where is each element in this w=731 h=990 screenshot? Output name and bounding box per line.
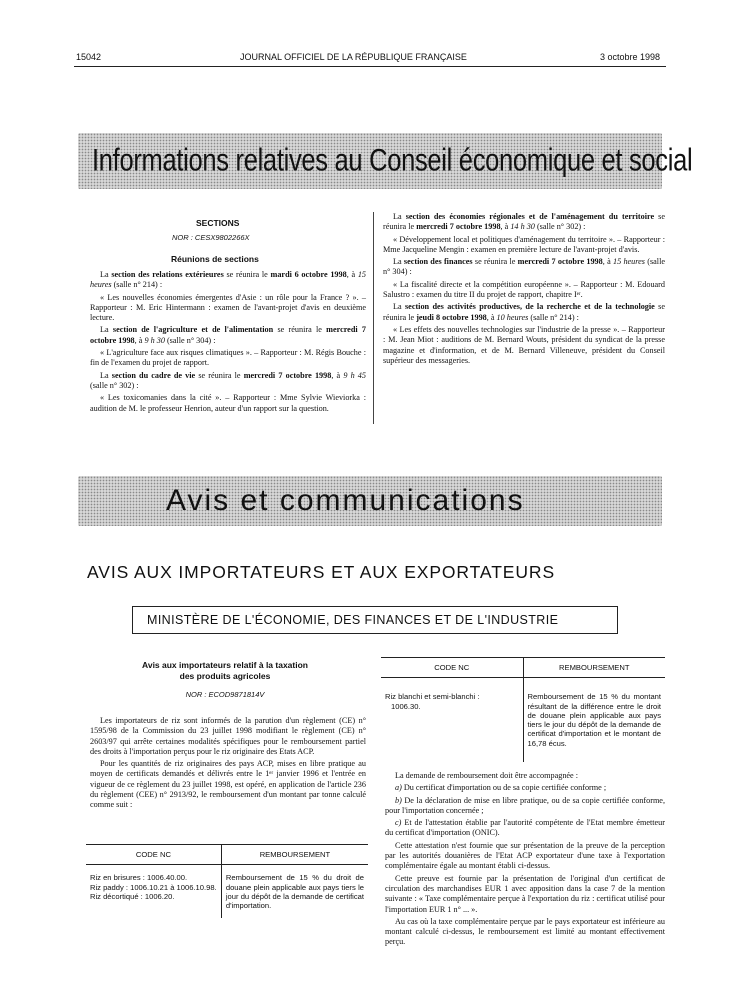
table-header-row: [381, 658, 665, 678]
paragraph: La section du cadre de vie se réunira le mercredi 7 octobre 1998, à 9 h 45 (salle n° 302) :: [90, 370, 366, 390]
article-title: [90, 660, 360, 682]
code-cell: [381, 678, 523, 762]
rebate-table-1: [86, 844, 368, 918]
paragraph: Pour les quantités de riz originaires des pays ACP, mises en libre pratique au moyen de certificats demandés et délivrés entre le 1ᵉʳ janvier 1996 et l'entrée en vigueur de ce règlement du 23 juillet 1998, est opéré, en application de l'article 236 du règlement (CEE) n° 2913/92, le remboursement d'un montant par tonne calculé comme suit :: [90, 759, 366, 810]
sections-heading: SECTIONS: [196, 218, 240, 228]
paragraph: « La fiscalité directe et la compétition européenne ». – Rapporteur : M. Edouard Salustro : examen du titre II du projet de rapport, chapitre Iᵉʳ.: [383, 279, 665, 300]
article-right-column: [385, 771, 665, 950]
paragraph: a) Du certificat d'importation ou de sa copie certifiée conforme ;: [395, 783, 607, 793]
paragraph: « Les effets des nouvelles technologies sur l'industrie de la presse ». – Rapporteur : M. Jean Miot : auditions de M. Bernard Wouts, président du syndicat de la presse magazine et d'information, et de M. Bernard Villeneuve, président du Conseil supérieur des messageries.: [383, 324, 665, 365]
remb-cell: Remboursement de 15 % du droit de douane plein applicable aux pays tiers le jour du dépôt de la demande de certificat d'importation.: [221, 865, 368, 919]
ministry-name: MINISTÈRE DE L'ÉCONOMIE, DES FINANCES ET DE L'INDUSTRIE: [147, 613, 559, 627]
paragraph: Au cas où la taxe complémentaire perçue par le pays exportateur est inférieure au montant calculé ci-dessus, le remboursement est limité au montant effectivement perçu.: [385, 916, 665, 947]
code-line: 1006.30.: [391, 701, 421, 711]
paragraph: Cette preuve est fournie par la présentation de l'original d'un certificat de circulation des marchandises EUR 1 avec apposition dans la case 7 de la mention suivante : « Taxe complémentaire perçue à l'exportation du riz : certificat utilisé pour l'importation EUR 1 n° ... ».: [385, 873, 665, 914]
code-line: Riz paddy : 1006.10.21 à 1006.10.98.: [90, 882, 217, 892]
rebate-table-2: [381, 657, 665, 762]
avis-banner-title: Avis et communications: [166, 484, 525, 517]
paragraph: b) De la déclaration de mise en libre pratique, ou de sa copie certifiée conforme, pour l'importation concernée ;: [385, 795, 665, 815]
paragraph: Cette attestation n'est fournie que sur présentation de la preuve de la perception par les autorités douanières de l'Etat ACP exportateur d'une taxe à l'exportation complémentaire égale au montant établi ci-dessus.: [385, 840, 665, 871]
avis-banner: [78, 476, 662, 526]
ministry-box: [132, 606, 618, 634]
col-header-remb: REMBOURSEMENT: [221, 845, 368, 865]
paragraph: La section de l'agriculture et de l'alimentation se réunira le mercredi 7 octobre 1998, à 9 h 30 (salle n° 304) :: [90, 325, 366, 345]
table-header-row: [86, 845, 368, 865]
paragraph: La section des relations extérieures se réunira le mardi 6 octobre 1998, à 15 heures (salle n° 214) :: [90, 270, 366, 290]
article-title-line1: Avis aux importateurs relatif à la taxation: [142, 660, 308, 670]
conseil-banner-title: Informations relatives au Conseil économique et social: [92, 143, 693, 178]
code-line: Riz blanchi et semi-blanchi :: [385, 692, 480, 702]
article-nor: NOR : ECOD9871814V: [185, 690, 265, 699]
sections-left-column: [90, 270, 366, 416]
column-separator: [373, 212, 374, 424]
paragraph: « Développement local et politiques d'aménagement du territoire ». – Rapporteur : Mme Jacqueline Mengin : examen en première lecture de l'avant-projet d'avis.: [383, 234, 665, 254]
table-row: [381, 678, 665, 762]
col-header-remb: REMBOURSEMENT: [523, 658, 665, 678]
journal-title: JOURNAL OFFICIEL DE LA RÉPUBLIQUE FRANÇAISE: [240, 52, 467, 62]
paragraph: « Les toxicomanies dans la cité ». – Rapporteur : Mme Sylvie Wieviorka : audition de M. le professeur Henrion, auteur d'un rapport sur la question.: [90, 393, 366, 413]
paragraph: La section des économies régionales et de l'aménagement du territoire se réunira le mercredi 7 octobre 1998, à 14 h 30 (salle n° 302) :: [383, 212, 665, 232]
paragraph: « Les nouvelles économies émergentes d'Asie : un rôle pour la France ? ». – Rapporteur : M. Eric Hintermann : examen de l'avant-projet d'avis en deuxième lecture.: [90, 292, 366, 323]
conseil-banner: [78, 133, 693, 189]
article-left-column: [90, 716, 366, 813]
paragraph: Les importateurs de riz sont informés de la parution d'un règlement (CE) n° 1595/98 de la Commission du 23 juillet 1998 modifiant le règlement (CE) n° 2603/97 qui arrête certaines modalités spécifiques pour le remboursement partiel des droits à l'importation perçus pour le riz originaire des Etats ACP.: [90, 716, 366, 756]
sections-nor: NOR : CESX9802266X: [172, 233, 250, 242]
avis-heading: AVIS AUX IMPORTATEURS ET AUX EXPORTATEURS: [87, 562, 556, 582]
paragraph: « L'agriculture face aux risques climatiques ». – Rapporteur : M. Régis Bouche : fin de l'examen du projet de rapport.: [90, 348, 366, 368]
col-header-code: CODE NC: [381, 658, 523, 678]
article-title-line2: des produits agricoles: [179, 671, 271, 681]
code-line: Riz en brisures : 1006.40.00.: [90, 873, 188, 883]
paragraph: c) Et de l'attestation établie par l'autorité compétente de l'Etat membre émetteur du certificat d'importation (ONIC).: [385, 818, 665, 838]
table-row: [86, 865, 368, 919]
paragraph: La section des activités productives, de la recherche et de la technologie se réunira le jeudi 8 octobre 1998, à 10 heures (salle n° 214) :: [383, 302, 665, 322]
paragraph: La section des finances se réunira le mercredi 7 octobre 1998, à 15 heures (salle n° 304) :: [383, 257, 665, 277]
col-header-code: CODE NC: [86, 845, 221, 865]
page-number: 15042: [76, 52, 102, 62]
code-cell: [86, 865, 221, 919]
code-line: Riz décortiqué : 1006.20.: [90, 891, 175, 901]
remb-cell: Remboursement de 15 % du montant résultant de la différence entre le droit de douane plein applicable aux pays tiers le jour du dépôt de la demande de certificat d'importation et le montant de 16,78 écus.: [523, 678, 665, 762]
paragraph: La demande de remboursement doit être accompagnée :: [395, 771, 578, 780]
sections-subheading: Réunions de sections: [171, 254, 259, 264]
header-rule: [74, 66, 666, 67]
issue-date: 3 octobre 1998: [600, 52, 661, 62]
sections-right-column: [383, 212, 665, 368]
